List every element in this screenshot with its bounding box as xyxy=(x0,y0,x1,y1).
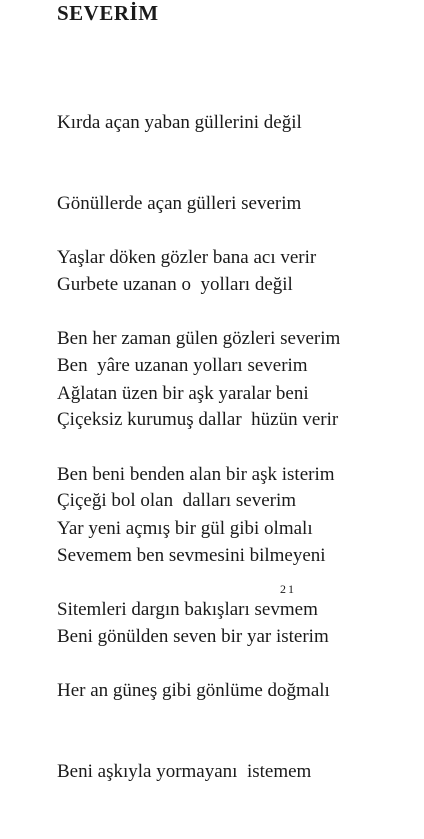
poem-line: Kırda açan yaban güllerini değil xyxy=(57,112,302,133)
poem-line: Çiçeği bol olan dalları severim xyxy=(57,490,297,511)
poem-line: Gönüllerde açan gülleri severim xyxy=(57,193,302,214)
poem-line: Ben beni benden alan bir aşk isterim xyxy=(57,464,335,485)
page-number: 21 xyxy=(280,582,296,596)
poem-line: Ben her zaman gülen gözleri severim xyxy=(57,328,341,349)
poem-line: Ağlatan üzen bir aşk yaralar beni xyxy=(57,383,309,404)
poem-line: Beni aşkıyla yormayanı istemem xyxy=(57,761,312,782)
poem-line: Sevemem ben sevmesini bilmeyeni xyxy=(57,545,326,566)
poem-line: Beni gönülden seven bir yar isterim xyxy=(57,626,329,647)
poem-line: Çiçeksiz kurumuş dallar hüzün verir xyxy=(57,409,339,430)
poem-line: Yar yeni açmış bir gül gibi olmalı xyxy=(57,518,313,539)
poem-line: Yaşlar döken gözler bana acı verir xyxy=(57,247,317,268)
poem-line: Her an güneş gibi gönlüme doğmalı xyxy=(57,680,330,701)
poem-line: Gurbete uzanan o yolları değil xyxy=(57,274,293,295)
poem-line: Ben yâre uzanan yolları severim xyxy=(57,355,308,376)
poem-title: SEVERİM xyxy=(57,1,159,25)
stanza-4 xyxy=(57,461,330,839)
poem-line: Sitemleri dargın bakışları sevmem xyxy=(57,599,318,620)
